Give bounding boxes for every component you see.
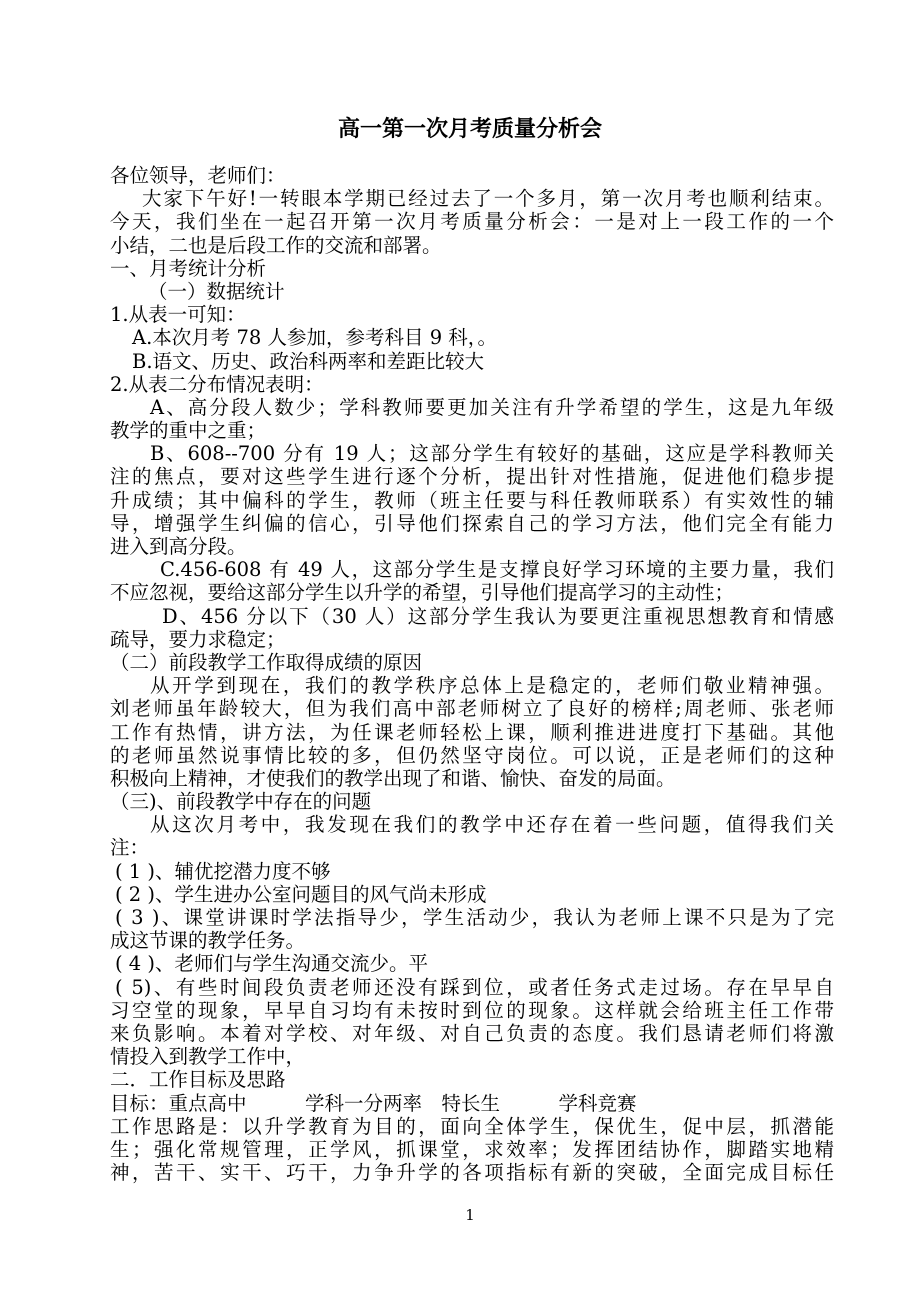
list-heading: 1.从表一可知： [110, 303, 246, 327]
paragraph-line: 成这节课的教学任务。 [110, 929, 306, 953]
paragraph-line: 不应忽视，要给这部分学生以升学的希望，引导他们提高学习的主动性； [110, 581, 735, 605]
paragraph-line: 神，苦干、实干、巧干，力争升学的各项指标有新的突破，全面完成目标任 [110, 1161, 834, 1185]
list-item: B.语文、历史、政治科两率和差距比较大 [132, 349, 485, 373]
paragraph-line: 生；强化常规管理，正学风，抓课堂，求效率；发挥团结协作，脚踏实地精 [110, 1137, 834, 1161]
paragraph-line: 疏导，要力求稳定； [110, 627, 286, 651]
paragraph-line: 刘老师虽年龄较大，但为我们高中部老师树立了良好的榜样;周老师、张老师 [110, 697, 834, 721]
paragraph-line: 从这次月考中，我发现在我们的教学中还存在着一些问题，值得我们关 [150, 813, 834, 837]
paragraph-line: 积极向上精神，才使我们的教学出现了和谐、愉快、奋发的局面。 [110, 766, 676, 790]
paragraph-line: 教学的重中之重； [110, 419, 267, 443]
list-item: A.本次月考 78 人参加，参考科目 9 科，。 [132, 326, 498, 350]
goals-line: 目标：重点高中 学科一分两率 特长生 学科竞赛 [110, 1091, 637, 1115]
subsection-heading: （一）数据统计 [148, 279, 285, 303]
list-item: ( 2 )、学生进办公室问题目的风气尚未形成 [115, 882, 487, 906]
paragraph-line: 注的焦点，要对这些学生进行逐个分析，提出针对性措施，促进他们稳步提 [110, 465, 834, 489]
list-item: ( 4 )、老师们与学生沟通交流少。平 [115, 952, 429, 976]
list-item: C.456-608 有 49 人，这部分学生是支撑良好学习环境的主要力量，我们 [160, 558, 834, 582]
paragraph-line: 大家下午好!一转眼本学期已经过去了一个多月，第一次月考也顺利结束。 [142, 187, 834, 211]
list-item: A、高分段人数少；学科教师要更加关注有升学希望的学生，这是九年级 [150, 395, 834, 419]
page-number: 1 [465, 1206, 475, 1224]
list-item: ( 5)、有些时间段负责老师还没有踩到位，或者任务式走过场。存在早早自 [115, 975, 834, 999]
list-heading: 2.从表二分布情况表明： [110, 372, 324, 396]
list-item: ( 3 )、课堂讲课时学法指导少，学生活动少，我认为老师上课不只是为了完 [115, 906, 834, 929]
subsection-heading: （二）前段教学工作取得成绩的原因 [110, 650, 423, 674]
list-item: ( 1 )、辅优挖潜力度不够 [115, 859, 331, 883]
section-heading: 一、月考统计分析 [110, 256, 267, 280]
list-item: D、456 分以下（30 人）这部分学生我认为要更注重视思想教育和情感 [162, 604, 834, 628]
paragraph-line: 注： [110, 836, 150, 860]
paragraph-line: 工作有热情，讲方法，为任课老师轻松上课，顺利推进进度打下基础。其他 [110, 720, 834, 744]
paragraph-line: 工作思路是：以升学教育为目的，面向全体学生，保优生，促中层，抓潜能 [110, 1114, 834, 1138]
section-heading: 二．工作目标及思路 [110, 1068, 286, 1092]
paragraph-line: 今天，我们坐在一起召开第一次月考质量分析会：一是对上一段工作的一个 [110, 210, 834, 234]
paragraph-line: 小结，二也是后段工作的交流和部署。 [110, 233, 442, 257]
list-item: B、608--700 分有 19 人；这部分学生有较好的基础，这应是学科教师关 [150, 442, 834, 466]
paragraph-line: 来负影响。本着对学校、对年级、对自己负责的态度。我们恳请老师们将激 [110, 1021, 834, 1045]
paragraph-line: 进入到高分段。 [110, 535, 247, 558]
paragraph-line: 升成绩；其中偏科的学生，教师（班主任要与科任教师联系）有实效性的辅 [110, 488, 834, 512]
subsection-heading: （三)、前段教学中存在的问题 [110, 790, 372, 814]
paragraph-line: 的老师虽然说事情比较的多，但仍然坚守岗位。可以说，正是老师们的这种 [110, 743, 834, 767]
paragraph-line: 从开学到现在，我们的教学秩序总体上是稳定的，老师们敬业精神强。 [150, 674, 834, 698]
document-title: 高一第一次月考质量分析会 [337, 116, 602, 142]
document-body [110, 164, 834, 1184]
paragraph-line: 导，增强学生纠偏的信心，引导他们探索自己的学习方法，他们完全有能力 [110, 511, 834, 535]
paragraph-line: 习空堂的现象，早早自习均有未按时到位的现象。这样就会给班主任工作带 [110, 998, 834, 1022]
greeting: 各位领导，老师们： [110, 164, 286, 187]
paragraph-line: 情投入到教学工作中， [110, 1045, 306, 1069]
